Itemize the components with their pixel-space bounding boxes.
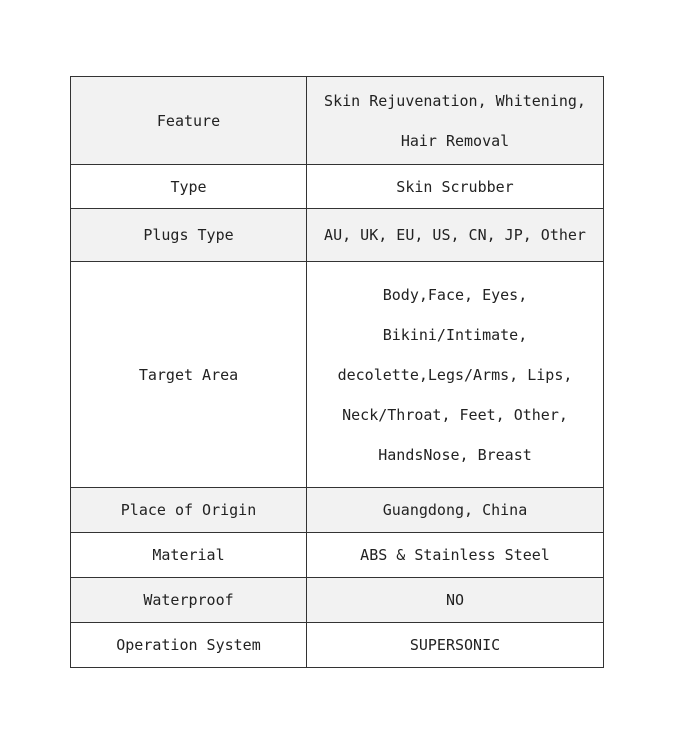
target-area-value [307,262,604,488]
feature-value-line-1: Skin Rejuvenation, Whitening, [324,91,586,110]
table-row-target-area [71,262,604,488]
material-value: ABS & Stainless Steel [307,533,604,578]
plugs-type-value: AU, UK, EU, US, CN, JP, Other [307,209,604,262]
target-area-line-3: decolette,Legs/Arms, Lips, [337,365,573,384]
place-of-origin-label: Place of Origin [71,488,307,533]
waterproof-value: NO [307,578,604,623]
operation-system-label: Operation System [71,623,307,668]
target-area-line-1: Body,Face, Eyes, [382,285,528,304]
target-area-line-5: HandsNose, Breast [378,445,532,464]
table-row-plugs-type [71,209,604,262]
table-row-operation-system [71,623,604,668]
place-of-origin-value: Guangdong, China [307,488,604,533]
type-value: Skin Scrubber [307,165,604,209]
table-row-waterproof [71,578,604,623]
feature-value [307,77,604,165]
feature-label: Feature [71,77,307,165]
target-area-line-2: Bikini/Intimate, [382,325,528,344]
feature-value-line-2: Hair Removal [400,131,510,150]
target-area-line-4: Neck/Throat, Feet, Other, [342,405,568,424]
waterproof-label: Waterproof [71,578,307,623]
product-spec-table [70,76,604,668]
target-area-label: Target Area [71,262,307,488]
table-row-feature [71,77,604,165]
table-row-place-of-origin [71,488,604,533]
table-row-material [71,533,604,578]
table-row-type [71,165,604,209]
plugs-type-label: Plugs Type [71,209,307,262]
type-label: Type [71,165,307,209]
operation-system-value: SUPERSONIC [307,623,604,668]
material-label: Material [71,533,307,578]
